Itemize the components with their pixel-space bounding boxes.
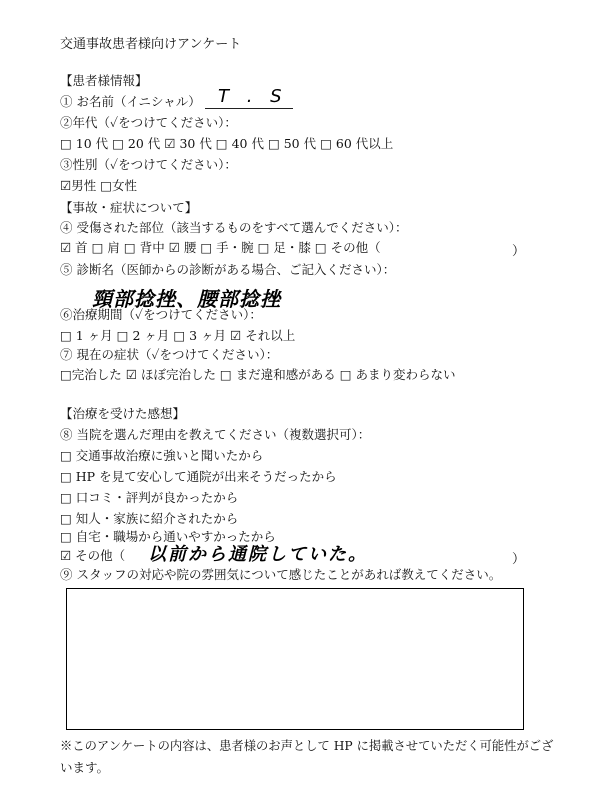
page-title: 交通事故患者様向けアンケート [60, 37, 242, 52]
name-value[interactable]: T . S [218, 86, 288, 107]
accident-header: 【事故・症状について】 [60, 200, 198, 215]
name-label: ① お名前（イニシャル） [60, 94, 201, 109]
other-close-paren: ） [512, 552, 526, 567]
name-underline [205, 108, 293, 109]
reason-item[interactable]: □ 自宅・職場から通いやすかったから [60, 529, 276, 544]
sex-label: ③性別（✓をつけてください）： [60, 157, 237, 172]
sex-options[interactable]: ☑男性 □女性 [60, 178, 137, 193]
impressions-header: 【治療を受けた感想】 [60, 406, 186, 421]
period-label: ⑥治療期間（✓をつけてください）： [60, 307, 262, 322]
staff-label: ⑨ スタッフの対応や院の雰囲気について感じたことがあれば教えてください。 [60, 567, 502, 582]
diagnosis-label: ⑤ 診断名（医師からの診断がある場合、ご記入ください）： [60, 262, 396, 277]
other-reason-value[interactable]: 以前から通院していた。 [148, 544, 368, 565]
staff-answer-box[interactable] [66, 588, 524, 730]
age-options[interactable]: □ 10 代 □ 20 代 ☑ 30 代 □ 40 代 □ 50 代 □ 60 代以上 [60, 136, 394, 151]
reason-item[interactable]: □ HP を見て安心して通院が出来そうだったから [60, 469, 337, 484]
symptom-label: ⑦ 現在の症状（✓をつけてください）： [60, 347, 279, 362]
reason-label: ⑧ 当院を選んだ理由を教えてください（複数選択可）： [60, 427, 371, 442]
symptom-options[interactable]: □完治した ☑ ほぼ完治した □ まだ違和感がある □ あまり変わらない [60, 367, 456, 382]
other-reason-label[interactable]: ☑ その他（ [60, 548, 126, 563]
parts-options[interactable]: ☑ 首 □ 肩 □ 背中 ☑ 腰 □ 手・腕 □ 足・膝 □ その他（ [60, 240, 381, 255]
reason-item[interactable]: □ 交通事故治療に強いと聞いたから [60, 448, 264, 463]
reason-item[interactable]: □ 知人・家族に紹介されたから [60, 511, 239, 526]
diagnosis-value[interactable]: 頸部捻挫、腰部捻挫 [92, 287, 281, 311]
reason-item[interactable]: □ 口コミ・評判が良かったから [60, 490, 239, 505]
footer-note-line2: います。 [60, 760, 110, 775]
age-label: ②年代（✓をつけてください）： [60, 115, 237, 130]
footer-note-line1: ※このアンケートの内容は、患者様のお声として HP に掲載させていただく可能性がござ [60, 739, 554, 753]
parts-label: ④ 受傷された部位（該当するものをすべて選んでください）： [60, 220, 408, 235]
period-options[interactable]: □ 1 ヶ月 □ 2 ヶ月 □ 3 ヶ月 ☑ それ以上 [60, 328, 296, 343]
patient-info-header: 【患者様情報】 [60, 73, 148, 88]
parts-close-paren: ） [512, 244, 526, 259]
